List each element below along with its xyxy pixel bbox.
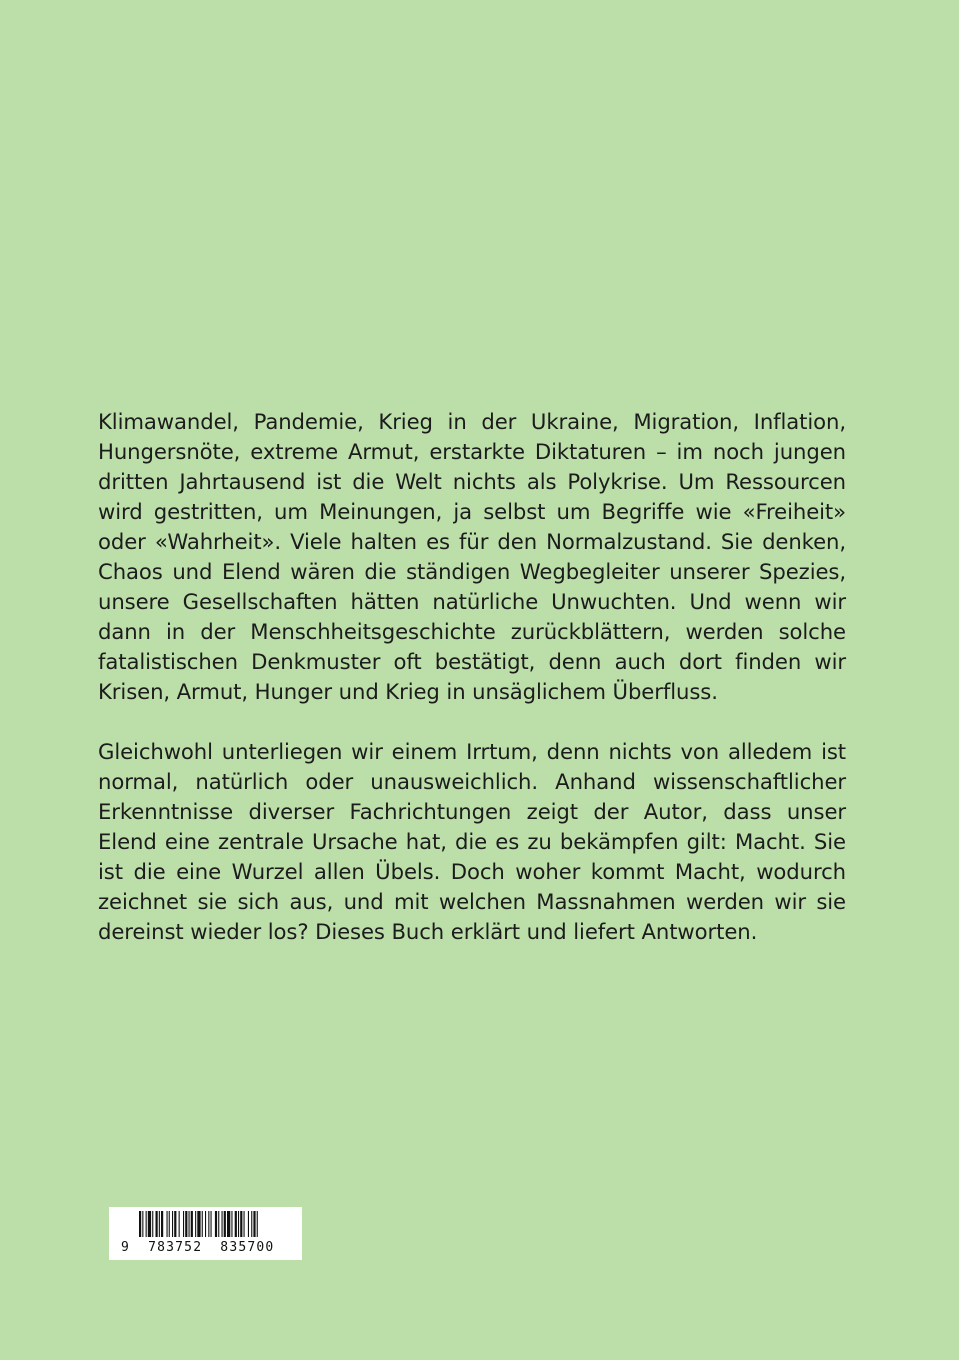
back-cover-blurb xyxy=(98,407,846,947)
barcode-bar xyxy=(224,1211,226,1237)
barcode-bar xyxy=(231,1211,232,1237)
barcode-bar xyxy=(179,1211,180,1237)
barcode-bar xyxy=(202,1211,203,1237)
barcode-bar xyxy=(235,1211,237,1237)
barcode-bar xyxy=(185,1211,187,1237)
barcode-bar xyxy=(161,1211,163,1237)
blurb-paragraph-1: Klimawandel, Pandemie, Krieg in der Ukraine, Migration, Inflation, Hungersnöte, extreme Armut, erstarkte Diktaturen – im noch jungen dritten Jahrtausend ist die Welt nichts als Polykrise. Um Ressourcen wird gestritten, um Meinungen, ja selbst um Begriffe wie «Freiheit» oder «Wahrheit». Viele halten es für den Normalzustand. Sie denken, Chaos und Elend wären die ständigen Wegbegleiter unserer Spezies, unsere Gesellschaften hätten natürliche Unwuchten. Und wenn wir dann in der Menschheitsgeschichte zurückblättern, werden solche fatalistischen Denkmuster oft bestätigt, denn auch dort finden wir Krisen, Armut, Hunger und Krieg in unsäglichem Überfluss. xyxy=(98,409,846,704)
barcode-bar xyxy=(238,1211,239,1237)
barcode-bar xyxy=(205,1211,206,1237)
barcode-bar xyxy=(218,1211,219,1237)
barcode-bar xyxy=(191,1211,193,1237)
barcode-bar xyxy=(197,1211,200,1237)
barcode-bar xyxy=(139,1211,141,1237)
barcode-bar xyxy=(167,1211,168,1237)
isbn-barcode xyxy=(109,1207,302,1260)
barcode-bar xyxy=(174,1211,176,1237)
barcode-bar xyxy=(169,1211,170,1237)
isbn-number: 9 783752 835700 xyxy=(121,1240,275,1255)
barcode-bar xyxy=(244,1211,245,1237)
barcode-bar xyxy=(215,1211,217,1237)
barcode-bar xyxy=(146,1211,147,1237)
barcode-bar xyxy=(195,1211,196,1237)
barcode-bar xyxy=(159,1211,160,1237)
barcode-bar xyxy=(257,1211,258,1237)
barcode-bar xyxy=(172,1211,173,1237)
barcode-bar xyxy=(142,1211,143,1237)
barcode-bar xyxy=(240,1211,242,1237)
barcode-bar xyxy=(148,1211,151,1237)
barcode-bar xyxy=(152,1211,153,1237)
barcode-bar xyxy=(253,1211,255,1237)
barcode-bar xyxy=(208,1211,209,1237)
barcode-bar xyxy=(156,1211,158,1237)
barcode-bar xyxy=(211,1211,212,1237)
barcode-bar xyxy=(227,1211,230,1237)
barcode-bar xyxy=(183,1211,184,1237)
barcode-bar xyxy=(248,1211,249,1237)
barcode-bar xyxy=(251,1211,252,1237)
barcode-bar xyxy=(222,1211,223,1237)
barcode-bar xyxy=(189,1211,190,1237)
blurb-paragraph-2: Gleichwohl unterliegen wir einem Irrtum, denn nichts von alledem ist normal, natürlich oder unausweichlich. Anhand wissenschaftlicher Erkenntnisse diverser Fachrichtungen zeigt der Autor, dass unser Elend eine zentrale Ursache hat, die es zu bekämpfen gilt: Macht. Sie ist die eine Wurzel allen Übels. Doch woher kommt Macht, wodurch zeichnet sie sich aus, und mit welchen Massnahmen werden wir sie dereinst wieder los? Dieses Buch erklärt und liefert Antworten. xyxy=(98,739,846,944)
